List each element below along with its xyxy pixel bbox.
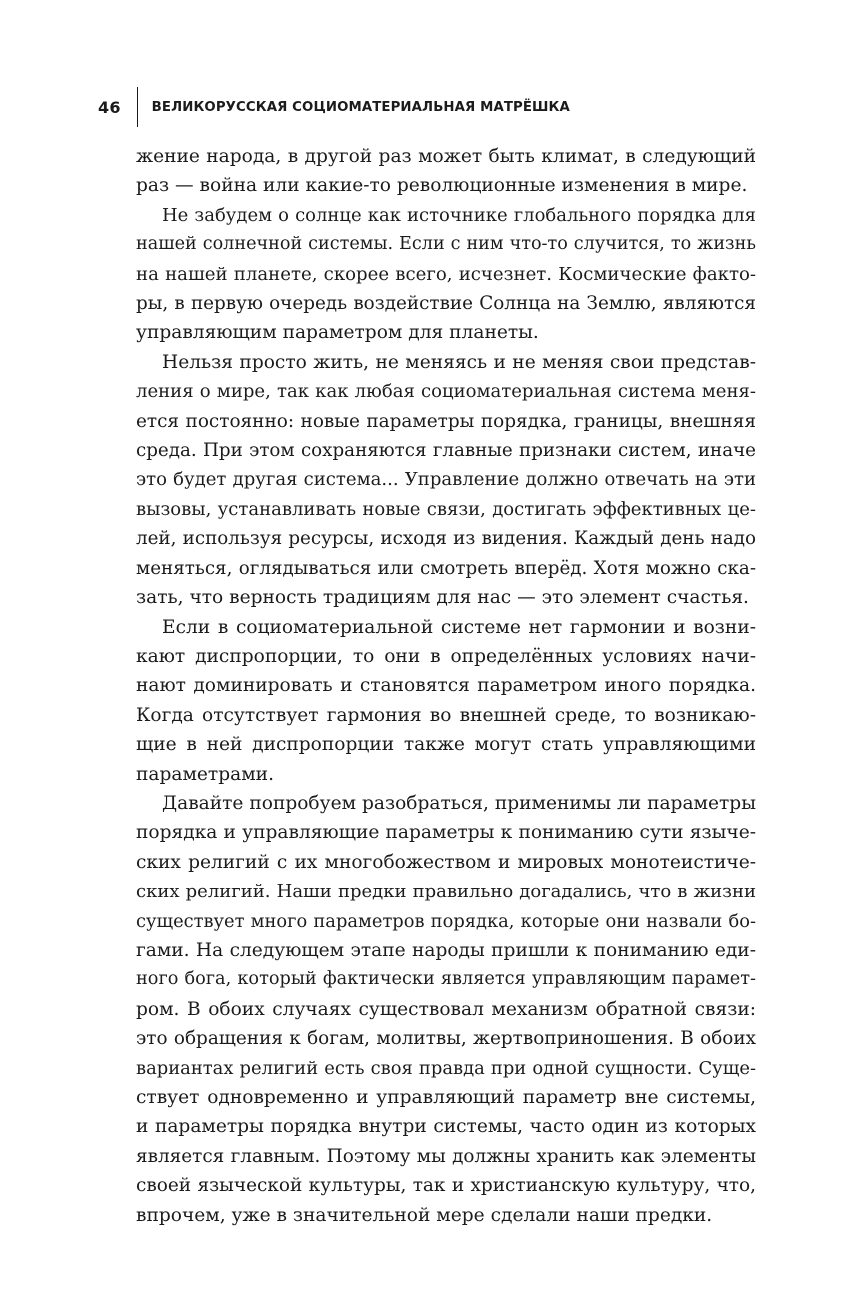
text-line: ры, в первую очередь воздействие Солнца на Землю, являются [136,293,756,315]
text-line: нают доминировать и становятся параметром иного порядка. [136,675,756,697]
text-line: впрочем, уже в значительной мере сделали наши предки. [136,1204,713,1226]
text-line: кают диспропорции, то они в определённых условиях начи- [136,645,756,667]
text-line: Если в социоматериальной системе нет гармонии и возни- [162,616,756,638]
text-line: параметрами. [136,763,274,785]
text-line: лей, используя ресурсы, исходя из видения. Каждый день надо [136,528,756,550]
text-line: является главным. Поэтому мы должны хранить как элементы [136,1145,756,1167]
text-line: ется постоянно: новые параметры порядка, границы, внешняя [136,410,756,432]
text-line: ских религий. Наши предки правильно догадались, что в жизни [136,881,756,903]
text-line: зать, что верность традициям для нас — это элемент счастья. [136,587,749,609]
text-line: Не забудем о солнце как источнике глобального порядка для [162,204,756,226]
text-line: ствует одновременно и управляющий параметр вне системы, [136,1087,756,1108]
page-number: 46 [98,97,121,117]
text-line: меняться, оглядываться или смотреть вперёд. Хотя можно ска- [136,557,756,579]
paragraph [136,201,756,348]
text-line: это обращения к богам, молитвы, жертвоприношения. В обоих [136,1028,756,1050]
text-line: среда. При этом сохраняются главные признаки систем, иначе [136,440,756,462]
running-title: ВЕЛИКОРУССКАЯ СОЦИОМАТЕРИАЛЬНАЯ МАТРЁШКА [151,99,570,115]
body-text [136,142,756,1230]
text-line: на нашей планете, скорее всего, исчезнет. Космические факто- [136,263,756,285]
text-line: Нельзя просто жить, не меняясь и не меняя свои представ- [162,351,756,373]
paragraph [136,613,756,789]
paragraph [136,348,756,613]
text-line: жение народа, в другой раз может быть климат, в следующий [136,146,756,167]
text-line: и параметры порядка внутри системы, часто один из которых [136,1116,756,1138]
text-line: ром. В обоих случаях существовал механизм обратной связи: [136,998,756,1020]
text-line: гами. На следующем этапе народы пришли к пониманию еди- [136,939,756,961]
text-line: Когда отсутствует гармония во внешней среде, то возникаю- [136,704,756,726]
text-line: вариантах религий есть своя правда при одной сущности. Суще- [136,1057,756,1079]
header-divider [137,87,138,127]
text-line: ских религий с их многобожеством и мировых монотеистиче- [136,851,756,873]
text-line: щие в ней диспропорции также могут стать управляющими [136,734,756,756]
text-line: нашей солнечной системы. Если с ним что-то случится, то жизнь [136,234,756,255]
text-line: управляющим параметром для планеты. [136,322,539,344]
running-header [98,92,570,122]
text-line: раз — война или какие-то революционные изменения в мире. [136,175,748,197]
text-line: существует много параметров порядка, которые они назвали бо- [136,910,756,932]
paragraph [136,789,756,1230]
text-line: вызовы, устанавливать новые связи, достигать эффективных це- [136,498,756,520]
text-line: порядка и управляющие параметры к пониманию сути языче- [136,822,756,844]
text-line: это будет другая система... Управление должно отвечать на эти [136,469,756,491]
text-line: ления о мире, так как любая социоматериальная система меня- [136,381,756,403]
text-line: своей языческой культуры, так и христианскую культуру, что, [136,1175,756,1197]
text-line: Давайте попробуем разобраться, применимы ли параметры [162,792,756,814]
paragraph [136,142,756,201]
text-line: ного бога, который фактически является управляющим парамет- [136,969,756,990]
